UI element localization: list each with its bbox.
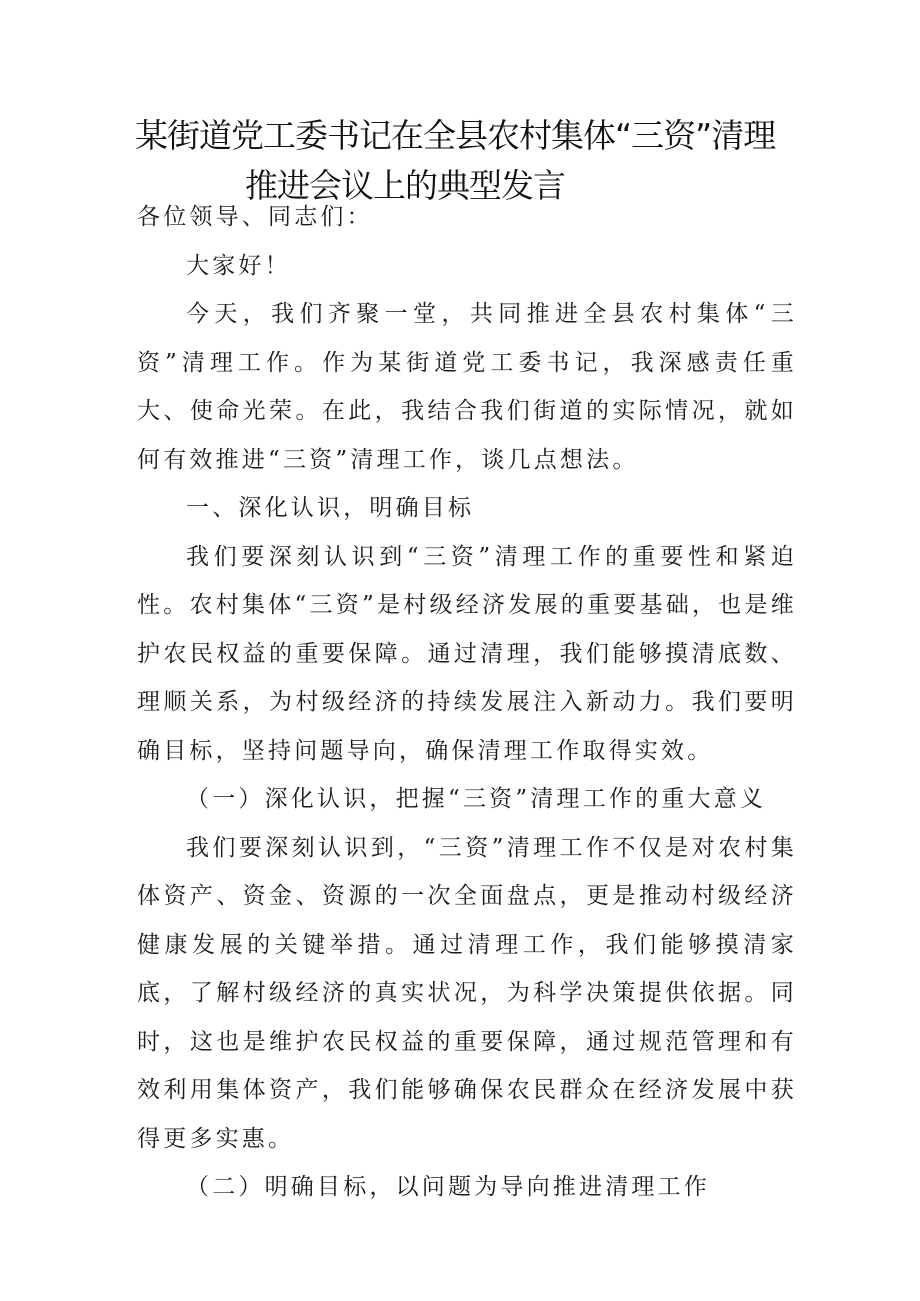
salutation: 各位领导、同志们： — [137, 204, 373, 230]
title-line-1: 某街道党工委书记在全县农村集体“三资”清理 — [135, 116, 776, 155]
section-1-heading: 一、深化认识，明确目标 — [186, 495, 475, 521]
subsection-1-heading: （一）深化认识，把握“三资”清理工作的重大意义 — [186, 786, 767, 812]
title-line-2: 推进会议上的典型发言 — [245, 166, 565, 205]
subsection-1-paragraph: 我们要深刻认识到，“三资”清理工作不仅是对农村集体资产、资金、资源的一次全面盘点，更是推动村级经济健康发展的关键举措。通过清理工作，我们能够摸清家底，了解村级经济的真实状况，为科学决策提供依据。同时，这也是维护农民权益的重要保障，通过规范管理和有效利用集体资产，我们能够确保农民群众在经济发展中获得更多实惠。 — [137, 834, 797, 1152]
intro-paragraph: 今天，我们齐聚一堂，共同推进全县农村集体“三资”清理工作。作为某街道党工委书记，我深感责任重大、使命光荣。在此，我结合我们街道的实际情况，就如何有效推进“三资”清理工作，谈几点想法。 — [137, 301, 797, 473]
subsection-2-heading: （二）明确目标，以问题为导向推进清理工作 — [186, 1174, 710, 1200]
greeting: 大家好！ — [186, 252, 291, 279]
document-body — [137, 193, 797, 1212]
section-1-paragraph: 我们要深刻认识到“三资”清理工作的重要性和紧迫性。农村集体“三资”是村级经济发展的重要基础，也是维护农民权益的重要保障。通过清理，我们能够摸清底数、理顺关系，为村级经济的持续发展注入新动力。我们要明确目标，坚持问题导向，确保清理工作取得实效。 — [137, 543, 797, 764]
